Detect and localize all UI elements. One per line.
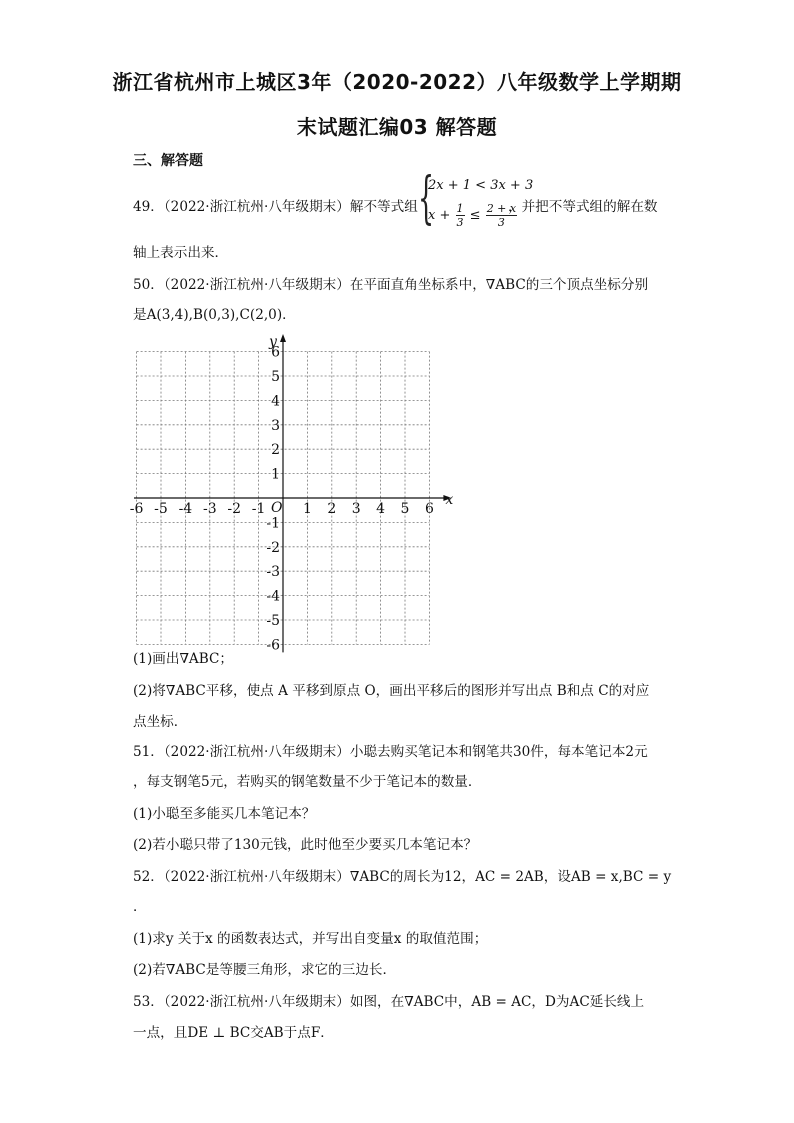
q49-eq2-left: x + [428,208,451,223]
q50-sub1: (1)画出∇ABC； [133,651,233,667]
x-tick-label: -4 [178,501,193,517]
q49-line2: 轴上表示出来． [133,245,229,261]
q52-line2: ． [133,899,147,915]
x-axis-label: x [445,492,454,508]
x-tick-label: -5 [154,501,168,517]
y-axis-arrow [280,334,286,342]
q49-frac1-numerator: 1 [456,202,464,215]
x-tick-label: -2 [227,501,242,517]
y-tick-label: 3 [271,417,280,434]
system-brace: { [418,166,435,231]
q53-line1: 53．（2022·浙江杭州·八年级期末）如图，在∇ABC中，AB = AC，D为AC延长线上 [133,994,645,1010]
q50-line1: 50．（2022·浙江杭州·八年级期末）在平面直角坐标系中，∇ABC的三个顶点坐标分别 [133,277,649,293]
q49-inequality-2 [428,202,518,229]
q51-sub2: (2)若小聪只带了130元钱，此时他至少要买几本笔记本？ [133,837,478,853]
y-tick-label: -4 [266,588,280,605]
q52-line1: 52．（2022·浙江杭州·八年级期末）∇ABC的周长为12，AC = 2AB，设AB = x,BC = y [133,869,672,885]
y-tick-label: 5 [271,369,280,385]
q50-sub2-line1: (2)将∇ABC平移，使点 A 平移到原点 O，画出平移后的图形并写出点 B和点 C的对应 [133,683,650,699]
section-heading: 三、解答题 [133,153,203,169]
y-tick-label: 4 [271,393,280,410]
q51-line1: 51．（2022·浙江杭州·八年级期末）小聪去购买笔记本和钢笔共30件，每本笔记本2元 [133,744,648,760]
q49-inequality-system [418,166,534,234]
q52-sub2: (2)若∇ABC是等腰三角形，求它的三边长． [133,962,397,978]
y-tick-label: -1 [266,515,280,532]
x-tick-label: 1 [302,501,312,517]
coordinate-grid-svg [129,334,470,654]
q49-prefix: 49．（2022·浙江杭州·八年级期末）解不等式组 [133,199,418,215]
q49-frac2-numerator: 2 + x [486,202,517,215]
y-tick-label: 2 [271,442,280,459]
x-tick-label: 6 [424,501,434,517]
origin-label: O [271,500,283,516]
y-tick-label: -6 [266,637,280,654]
q52-sub1: (1)求y 关于x 的函数表达式，并写出自变量x 的取值范围； [133,931,488,947]
x-tick-label: -1 [251,501,266,517]
q53-line2: 一点，且DE ⊥ BC交AB于点F． [133,1025,334,1041]
y-tick-label: -5 [266,613,280,629]
y-tick-label: 1 [271,466,280,483]
q49-frac1-denominator: 3 [456,216,464,229]
q49-eq2-relation: ≤ [469,208,481,223]
q50-line2: 是A(3,4),B(0,3),C(2,0)． [133,307,296,323]
x-tick-label: -6 [129,501,144,517]
q49-inequality-1: 2x + 1 < 3x + 3 [428,178,534,193]
document-title-line2: 末试题汇编03 解答题 [296,115,498,139]
x-tick-label: -3 [202,501,217,517]
y-tick-label: -3 [266,564,280,581]
q51-line2: ，每支钢笔5元，若购买的钢笔数量不少于笔记本的数量． [133,774,482,790]
y-tick-label: 6 [271,344,280,361]
x-tick-label: 4 [376,501,386,517]
x-tick-label: 5 [400,501,410,517]
x-tick-label: 3 [351,501,361,517]
y-tick-label: -2 [266,539,280,556]
q49-fraction-1 [456,202,465,229]
y-axis-label: y [269,334,277,350]
document-title-line1: 浙江省杭州市上城区3年（2020-2022）八年级数学上学期期 [112,70,682,94]
q51-sub1: (1)小聪至多能买几本笔记本？ [133,806,316,822]
q49-frac2-denominator: 3 [497,216,505,229]
coordinate-grid [129,334,470,654]
q49-suffix: ，并把不等式组的解在数 [508,199,658,215]
q50-sub2-line2: 点坐标． [133,714,188,730]
x-tick-label: 2 [327,501,337,517]
